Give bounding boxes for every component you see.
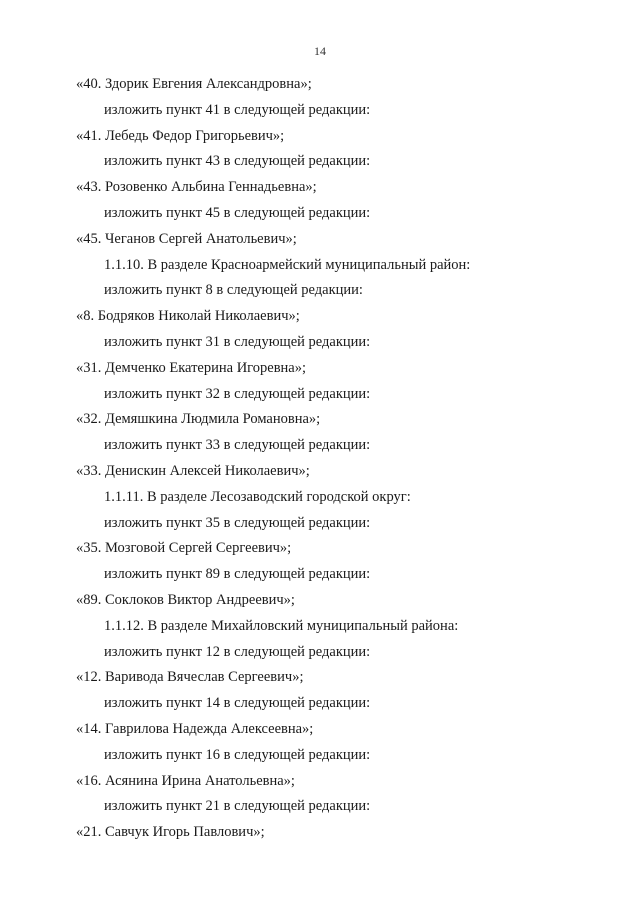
instruction-line: 1.1.11. В разделе Лесозаводский городской округ: [104,488,411,505]
instruction-line: изложить пункт 32 в следующей редакции: [104,385,371,402]
list-entry: «31. Демченко Екатерина Игоревна»; [76,359,307,376]
instruction-line: изложить пункт 31 в следующей редакции: [104,333,371,350]
instruction-line: изложить пункт 14 в следующей редакции: [104,695,371,712]
instruction-line: изложить пункт 43 в следующей редакции: [104,153,371,170]
instruction-line: 1.1.10. В разделе Красноармейский муниципальный район: [104,256,471,273]
list-entry: «32. Демяшкина Людмила Романовна»; [76,411,321,428]
instruction-line: изложить пункт 33 в следующей редакции: [104,437,371,454]
instruction-line: 1.1.12. В разделе Михайловский муниципальный района: [104,617,459,634]
list-entry: «21. Савчук Игорь Павлович»; [76,824,265,841]
instruction-line: изложить пункт 21 в следующей редакции: [104,798,371,815]
instruction-line: изложить пункт 89 в следующей редакции: [104,566,371,583]
list-entry: «16. Асянина Ирина Анатольевна»; [76,772,295,789]
instruction-line: изложить пункт 16 в следующей редакции: [104,746,371,763]
document-body [0,72,640,846]
page-number: 14 [314,44,326,58]
list-entry: «14. Гаврилова Надежда Алексеевна»; [76,720,314,737]
instruction-line: изложить пункт 12 в следующей редакции: [104,643,371,660]
list-entry: «41. Лебедь Федор Григорьевич»; [76,127,285,144]
instruction-line: изложить пункт 45 в следующей редакции: [104,204,371,221]
list-entry: «45. Чеганов Сергей Анатольевич»; [76,230,297,247]
instruction-line: изложить пункт 41 в следующей редакции: [104,101,371,118]
list-entry: «33. Денискин Алексей Николаевич»; [76,462,310,479]
list-entry: «43. Розовенко Альбина Геннадьевна»; [76,179,317,196]
list-entry: «8. Бодряков Николай Николаевич»; [76,308,300,325]
instruction-line: изложить пункт 35 в следующей редакции: [104,514,371,531]
list-entry: «35. Мозговой Сергей Сергеевич»; [76,540,292,557]
list-entry: «89. Соклоков Виктор Андреевич»; [76,591,295,608]
list-entry: «40. Здорик Евгения Александровна»; [76,76,312,92]
list-entry: «12. Варивода Вячеслав Сергеевич»; [76,669,304,686]
instruction-line: изложить пункт 8 в следующей редакции: [104,282,363,299]
